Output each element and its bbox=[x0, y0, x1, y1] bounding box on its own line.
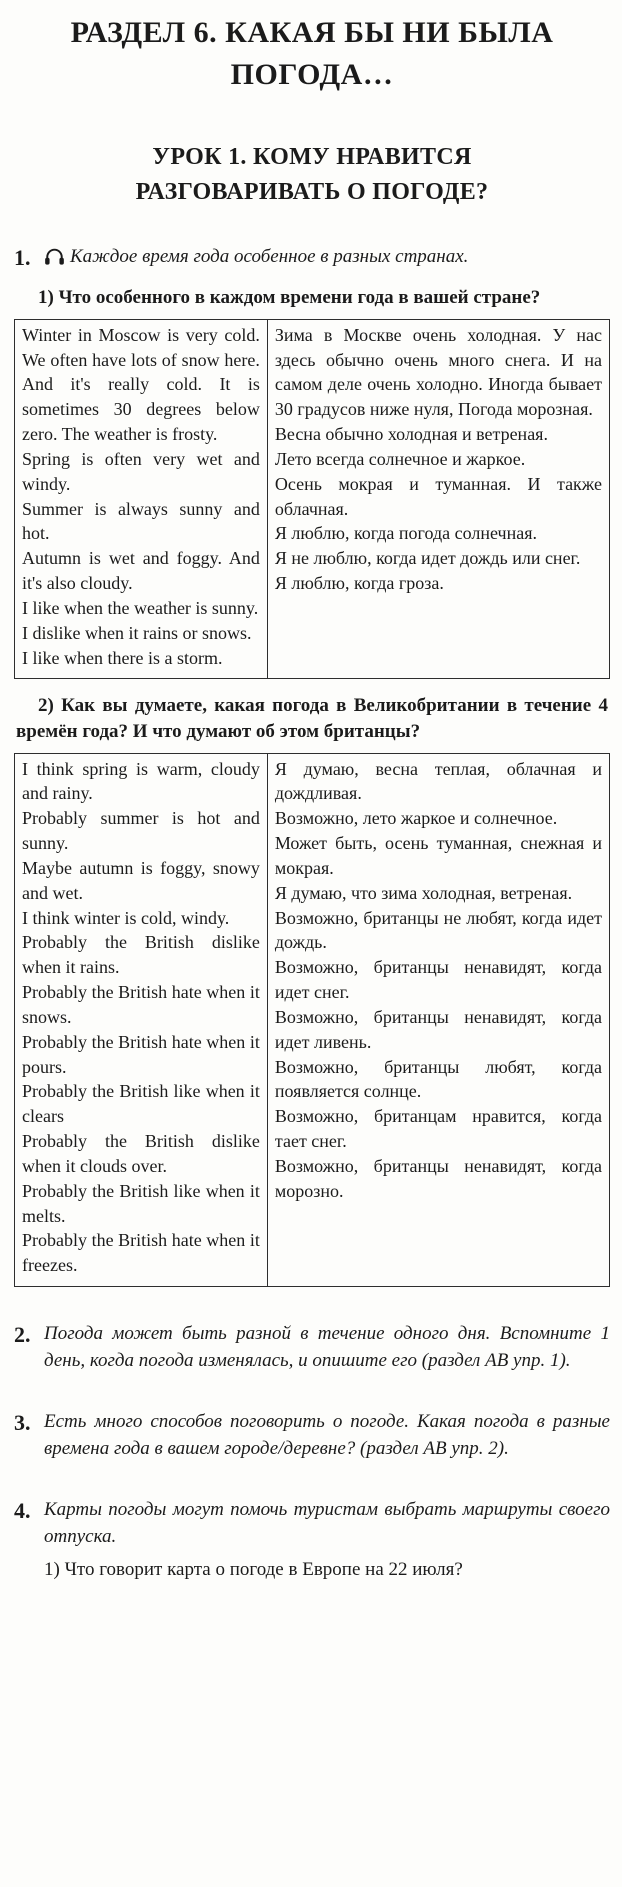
table2-english-paragraph: Probably summer is hot and sunny. bbox=[22, 808, 260, 854]
section-title bbox=[20, 12, 604, 96]
lesson-title bbox=[34, 140, 590, 210]
table1-russian-paragraph: Зима в Москве очень холодная. У нас здесь обычно очень много снега. И на самом деле очень холодно. Иногда бывает 30 градусов ниже нуля, Погода морозная. bbox=[274, 324, 602, 420]
exercise-1-part-1-question: 1) Что особенного в каждом времени года в вашей стране? bbox=[38, 287, 541, 309]
exercise-2-instruction: Погода может быть разной в течение одного дня. Вспомните 1 день, когда погода изменялась, и опишите его (раздел AB упр. 1). bbox=[44, 1323, 610, 1371]
table2-english-paragraph: Probably the British dislike when it clouds over. bbox=[22, 1131, 260, 1176]
table-row bbox=[15, 319, 610, 679]
table1-russian-paragraph: Весна обычно холодная и ветреная. bbox=[274, 424, 548, 445]
translation-table-1 bbox=[14, 319, 610, 680]
section-title-line-2: ПОГОДА… bbox=[230, 58, 394, 91]
exercise-1 bbox=[14, 244, 610, 1287]
table1-english-paragraph: I like when the weather is sunny. bbox=[22, 597, 259, 618]
table1-english-paragraph: Spring is often very wet and windy. bbox=[22, 448, 260, 494]
exercise-4 bbox=[14, 1497, 610, 1584]
lesson-title-line-1: УРОК 1. КОМУ НРАВИТСЯ bbox=[152, 144, 472, 170]
headphones-icon bbox=[44, 244, 70, 265]
table1-russian-paragraph: Я люблю, когда гроза. bbox=[274, 573, 444, 594]
table2-russian-paragraph: Я думаю, что зима холодная, ветреная. bbox=[274, 882, 573, 903]
exercise-3-instruction: Есть много способов поговорить о погоде. Какая погода в разные времена года в вашем городе/деревне? (раздел AB упр. 2). bbox=[44, 1410, 610, 1459]
exercise-3-number: 3. bbox=[14, 1409, 31, 1435]
table2-russian-paragraph: Может быть, осень туманная, снежная и мокрая. bbox=[274, 833, 602, 878]
table1-russian-paragraph: Я не люблю, когда идет дождь или снег. bbox=[274, 548, 581, 569]
table-row bbox=[15, 753, 610, 1286]
table2-russian-paragraph: Я думаю, весна теплая, облачная и дождливая. bbox=[274, 758, 602, 804]
table1-english-paragraph: Winter in Moscow is very cold. We often have lots of snow here. And it's really cold. It is sometimes 30 degrees below zero. The weather is frosty. bbox=[22, 324, 260, 445]
exercise-2-number: 2. bbox=[14, 1322, 31, 1347]
table1-english-paragraph: I like when there is a storm. bbox=[22, 647, 223, 668]
exercise-1-header bbox=[14, 244, 610, 272]
table1-russian-column bbox=[267, 319, 609, 679]
lesson-title-line-2: РАЗГОВАРИВАТЬ О ПОГОДЕ? bbox=[135, 178, 489, 205]
section-title-line-1: РАЗДЕЛ 6. КАКАЯ БЫ НИ БЫЛА bbox=[70, 16, 554, 49]
table2-english-paragraph: Probably the British dislike when it rains. bbox=[22, 932, 260, 978]
exercise-3-row bbox=[14, 1409, 610, 1463]
table2-russian-paragraph: Возможно, британцы ненавидят, когда морозно. bbox=[274, 1155, 602, 1201]
translation-table-2 bbox=[14, 753, 610, 1287]
exercise-4-sub-question-1: 1) Что говорит карта о погоде в Европе на 22 июля? bbox=[44, 1558, 463, 1580]
table2-english-column bbox=[15, 753, 268, 1286]
table2-english-paragraph: Probably the British like when it melts. bbox=[22, 1180, 260, 1226]
table2-english-paragraph: Probably the British hate when it pours. bbox=[22, 1031, 260, 1077]
exercise-1-intro: Каждое время года особенное в разных странах. bbox=[70, 245, 469, 267]
exercise-2-row bbox=[14, 1321, 610, 1375]
table1-russian-paragraph: Осень мокрая и туманная. И также облачная. bbox=[274, 473, 602, 519]
table2-russian-column bbox=[267, 753, 609, 1286]
exercise-1-part-2-question: 2) Как вы думаете, какая погода в Великобритании в течение 4 времён года? И что думают об этом британцы? bbox=[16, 695, 608, 742]
table2-english-paragraph: Probably the British hate when it freezes. bbox=[22, 1230, 260, 1276]
exercise-2 bbox=[14, 1321, 610, 1375]
exercise-1-number: 1. bbox=[14, 244, 31, 270]
exercise-4-row bbox=[14, 1497, 610, 1551]
table1-russian-paragraph: Я люблю, когда погода солнечная. bbox=[274, 523, 537, 544]
exercise-4-number: 4. bbox=[14, 1497, 31, 1523]
table1-english-paragraph: Summer is always sunny and hot. bbox=[22, 498, 260, 544]
table2-english-paragraph: Probably the British like when it clears bbox=[22, 1081, 260, 1127]
exercise-4-instruction: Карты погоды могут помочь туристам выбрать маршруты своего отпуска. bbox=[44, 1498, 610, 1547]
table2-russian-paragraph: Возможно, британцы ненавидят, когда идет снег. bbox=[274, 957, 602, 1003]
table1-english-paragraph: Autumn is wet and foggy. And it's also cloudy. bbox=[22, 548, 260, 594]
table2-russian-paragraph: Возможно, британцы любят, когда появляется солнце. bbox=[274, 1056, 602, 1102]
table2-russian-paragraph: Возможно, британцы ненавидят, когда идет ливень. bbox=[274, 1006, 602, 1052]
exercise-3 bbox=[14, 1409, 610, 1463]
table2-russian-paragraph: Возможно, британцы не любят, когда идет дождь. bbox=[274, 907, 602, 953]
table2-english-paragraph: I think winter is cold, windy. bbox=[22, 907, 230, 928]
table2-english-paragraph: I think spring is warm, cloudy and rainy. bbox=[22, 758, 260, 804]
table2-russian-paragraph: Возможно, лето жаркое и солнечное. bbox=[274, 808, 558, 829]
table1-russian-paragraph: Лето всегда солнечное и жаркое. bbox=[274, 448, 526, 469]
table1-english-paragraph: I dislike when it rains or snows. bbox=[22, 622, 252, 643]
table2-english-paragraph: Probably the British hate when it snows. bbox=[22, 982, 260, 1027]
table2-russian-paragraph: Возможно, британцам нравится, когда тает снег. bbox=[274, 1106, 602, 1152]
table1-english-column bbox=[15, 319, 268, 679]
table2-english-paragraph: Maybe autumn is foggy, snowy and wet. bbox=[22, 857, 260, 903]
